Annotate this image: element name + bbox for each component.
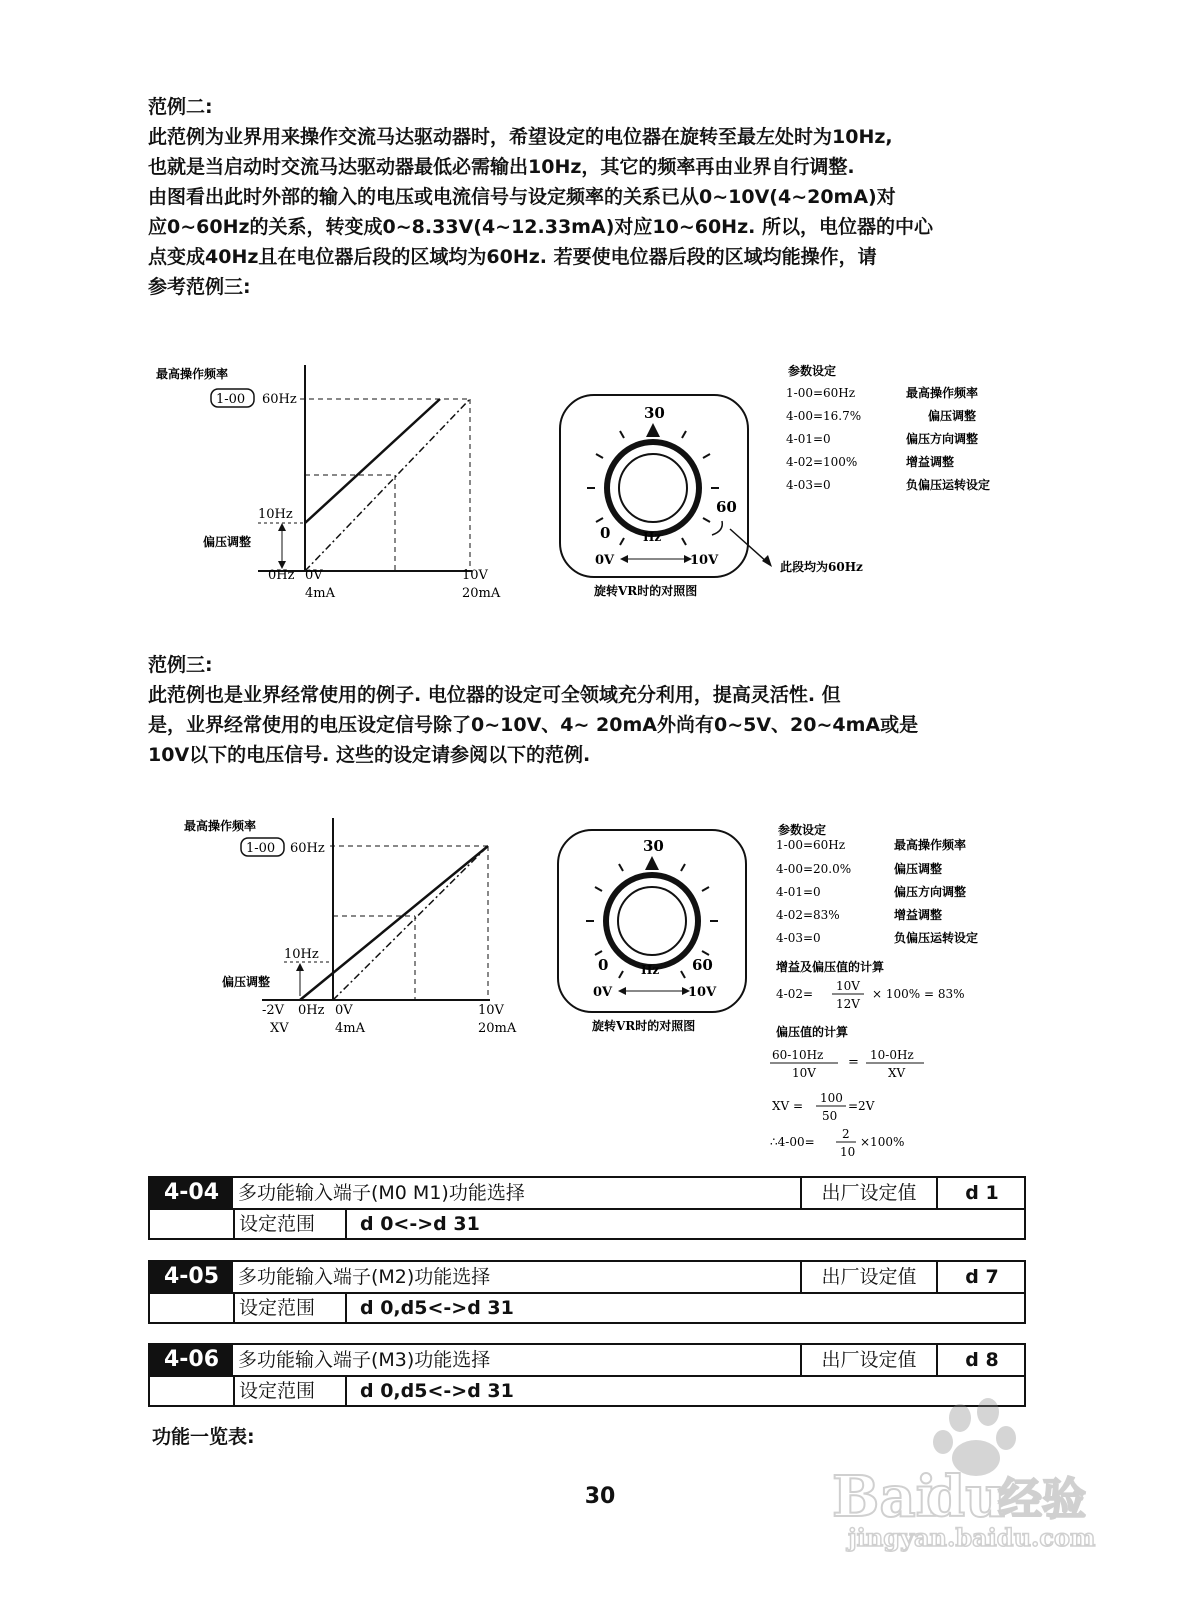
dial-2 — [558, 830, 746, 1033]
dial-caption: 旋转VR时的对照图 — [592, 1019, 696, 1033]
x1-top-label: 10V — [478, 1003, 504, 1018]
dial-top-label: 30 — [644, 404, 665, 422]
gain-calc-title: 增益及偏压值的计算 — [776, 960, 885, 974]
example3-paragraph — [148, 650, 1048, 770]
range-arrow-left — [618, 987, 626, 995]
param-code: 4-04 — [150, 1178, 233, 1208]
note-arrow-head — [762, 555, 772, 567]
param-settings-1 — [786, 363, 990, 492]
param-settings-2 — [776, 822, 978, 945]
dial-unit-label: Hz — [643, 530, 662, 544]
param-code: 1-00=60Hz — [776, 838, 846, 852]
default-value: d 8 — [936, 1345, 1026, 1375]
range-right-label: 10V — [688, 985, 717, 1000]
params-title: 参数设定 — [788, 364, 837, 378]
result-num: 2 — [842, 1127, 850, 1141]
param-desc: 最高操作频率 — [894, 838, 967, 852]
x1-bottom-label: 20mA — [478, 1021, 517, 1036]
default-label: 出厂设定值 — [800, 1262, 936, 1292]
freq-line-solid — [300, 846, 488, 1000]
param-desc: 负偏压运转设定 — [894, 931, 979, 945]
example3-line: 10V以下的电压信号. 这些的设定请参阅以下的范例. — [148, 744, 591, 766]
range-left-label: 0V — [593, 985, 613, 1000]
param-desc: 偏压调整 — [928, 409, 977, 423]
dial-left-label: 0 — [600, 524, 611, 542]
xv-num: 100 — [820, 1091, 843, 1105]
y-mid-label: 10Hz — [258, 507, 293, 522]
example3-line: 此范例也是业界经常使用的例子. 电位器的设定可全领域充分利用，提高灵活性. 但 — [148, 684, 841, 706]
default-label: 出厂设定值 — [800, 1178, 936, 1208]
param-code: 4-00=16.7% — [786, 409, 862, 423]
segment-arc — [712, 521, 722, 535]
dial-knob-outer — [606, 875, 698, 967]
example2-line: 参考范例三: — [148, 276, 251, 298]
x-neg-bottom-label: XV — [270, 1021, 289, 1036]
param-code: 4-03=0 — [776, 931, 821, 945]
figure-2 — [0, 808, 1200, 1160]
x1-top-label: 10V — [462, 568, 488, 583]
range-arrow-left — [620, 555, 628, 563]
gain-calc-den: 12V — [836, 997, 860, 1011]
param-desc: 偏压方向调整 — [906, 432, 979, 446]
dial-knob-outer — [607, 442, 699, 534]
x1-bottom-label: 20mA — [462, 586, 501, 601]
param-code: 4-01=0 — [776, 885, 821, 899]
xv-lhs: XV = — [772, 1099, 804, 1113]
dial-left-label: 0 — [598, 956, 609, 974]
result-den: 10 — [840, 1145, 856, 1159]
bias-f2-den: XV — [888, 1066, 906, 1080]
y-top-label: 60Hz — [262, 392, 297, 407]
figure-1 — [0, 355, 1200, 615]
gain-calc-rhs: × 100% = 83% — [872, 987, 965, 1001]
example2-heading: 范例二: — [148, 96, 213, 118]
param-code: 4-05 — [150, 1262, 233, 1292]
max-freq-label: 最高操作频率 — [184, 819, 257, 833]
param-code: 4-02=100% — [786, 455, 858, 469]
default-label: 出厂设定值 — [800, 1345, 936, 1375]
blank-cell — [150, 1376, 235, 1406]
param-desc: 偏压方向调整 — [894, 885, 967, 899]
range-value: d 0,d5<->d 31 — [360, 1380, 514, 1402]
bias-f2-num: 10-0Hz — [870, 1048, 914, 1062]
param-name: 多功能输入端子(M3)功能选择 — [238, 1349, 491, 1371]
y-mid-label: 10Hz — [284, 947, 319, 962]
y-top-label: 60Hz — [290, 841, 325, 856]
param-code: 4-03=0 — [786, 478, 831, 492]
xv-den: 50 — [822, 1109, 838, 1123]
bias-arrow-head-up — [278, 523, 286, 531]
range-value: d 0,d5<->d 31 — [360, 1297, 514, 1319]
gain-calculation — [776, 959, 965, 1011]
params-title: 参数设定 — [778, 823, 827, 837]
watermark-brand: Bai — [832, 1464, 937, 1530]
example2-paragraph — [148, 92, 1048, 302]
dial-pointer — [646, 423, 660, 437]
param-code: 4-01=0 — [786, 432, 831, 446]
dial-note: 此段均为60Hz — [780, 560, 863, 574]
example2-line: 由图看出此时外部的输入的电压或电流信号与设定频率的关系已从0~10V(4~20mA)对 — [148, 186, 896, 208]
dial-knob-inner — [618, 887, 686, 955]
bias-eq: = — [848, 1055, 859, 1070]
range-left-label: 0V — [595, 553, 615, 568]
y-zero-label: 0Hz — [298, 1003, 325, 1018]
x0-top-label: 0V — [335, 1003, 353, 1018]
bias-calculation — [770, 1024, 924, 1159]
dial-pointer — [645, 856, 659, 870]
watermark-brand-cn: 经验 — [998, 1474, 1086, 1525]
dial-right-label: 60 — [692, 956, 713, 974]
freq-line-solid — [305, 399, 440, 523]
range-value: d 0<->d 31 — [360, 1213, 480, 1235]
result-rhs: ×100% — [860, 1135, 905, 1149]
x0-bottom-label: 4mA — [335, 1021, 365, 1036]
dial-unit-label: Hz — [641, 963, 660, 977]
dial-frame — [560, 395, 748, 577]
example2-line: 也就是当启动时交流马达驱动器最低必需输出10Hz，其它的频率再由业界自行调整. — [148, 156, 855, 178]
baidu-watermark — [828, 1390, 1128, 1590]
param-box-label: 1-00 — [216, 392, 246, 407]
param-table-4-04 — [148, 1176, 1026, 1240]
dial-knob-inner — [619, 454, 687, 522]
bias-label: 偏压调整 — [222, 975, 271, 989]
param-code: 4-00=20.0% — [776, 862, 852, 876]
param-box-label: 1-00 — [246, 841, 276, 856]
frequency-graph-1 — [156, 365, 501, 601]
gain-calc-num: 10V — [836, 979, 860, 993]
gain-calc-lhs: 4-02= — [776, 987, 814, 1001]
range-label: 设定范围 — [235, 1293, 347, 1323]
dial-caption: 旋转VR时的对照图 — [594, 584, 698, 598]
bias-calc-title: 偏压值的计算 — [776, 1025, 849, 1039]
blank-cell — [150, 1293, 235, 1323]
bias-f1-num: 60-10Hz — [772, 1048, 824, 1062]
dial-1 — [560, 395, 863, 598]
bias-label: 偏压调整 — [203, 535, 252, 549]
param-name: 多功能输入端子(M2)功能选择 — [238, 1266, 491, 1288]
default-value: d 1 — [936, 1178, 1026, 1208]
param-desc: 增益调整 — [894, 908, 943, 922]
bias-f1-den: 10V — [792, 1066, 816, 1080]
param-code: 4-02=83% — [776, 908, 840, 922]
param-code: 1-00=60Hz — [786, 386, 856, 400]
x-neg-top-label: -2V — [262, 1003, 285, 1018]
param-table-4-05 — [148, 1260, 1026, 1324]
range-label: 设定范围 — [235, 1209, 347, 1239]
range-right-label: 10V — [690, 553, 719, 568]
dial-right-label: 60 — [716, 498, 737, 516]
dial-top-label: 30 — [643, 837, 664, 855]
function-list-title: 功能一览表: — [152, 1426, 255, 1448]
y-zero-label: 0Hz — [268, 568, 295, 583]
blank-cell — [150, 1209, 235, 1239]
freq-line-dashdot — [333, 846, 488, 1000]
page-number: 30 — [584, 1484, 616, 1509]
param-code: 4-06 — [150, 1345, 233, 1375]
param-desc: 最高操作频率 — [906, 386, 979, 400]
example2-line: 此范例为业界用来操作交流马达驱动器时，希望设定的电位器在旋转至最左处时为10Hz, — [148, 126, 893, 148]
bias-arrow-head — [296, 963, 304, 971]
freq-line-dashdot — [305, 399, 470, 571]
x0-bottom-label: 4mA — [305, 586, 335, 601]
example3-line: 是，业界经常使用的电压设定信号除了0~10V、4~ 20mA外尚有0~5V、20~4mA或是 — [148, 714, 919, 736]
default-value: d 7 — [936, 1262, 1026, 1292]
frequency-graph-2 — [184, 818, 517, 1036]
param-desc: 增益调整 — [906, 455, 955, 469]
example2-line: 点变成40Hz且在电位器后段的区域均为60Hz. 若要使电位器后段的区域均能操作，请 — [148, 246, 877, 268]
result-lhs: ∴4-00= — [770, 1135, 815, 1149]
param-desc: 偏压调整 — [894, 862, 943, 876]
range-label: 设定范围 — [235, 1376, 347, 1406]
example2-line: 应0~60Hz的关系，转变成0~8.33V(4~12.33mA)对应10~60Hz. 所以，电位器的中心 — [148, 216, 933, 238]
param-name: 多功能输入端子(M0 M1)功能选择 — [238, 1182, 525, 1204]
watermark-url: jingyan.baidu.com — [848, 1523, 1096, 1552]
xv-rhs: =2V — [848, 1099, 875, 1113]
example3-heading: 范例三: — [148, 654, 213, 676]
max-freq-label: 最高操作频率 — [156, 367, 229, 381]
param-desc: 负偏压运转设定 — [906, 478, 991, 492]
watermark-brand2: du — [926, 1464, 1006, 1530]
x0-top-label: 0V — [305, 568, 323, 583]
